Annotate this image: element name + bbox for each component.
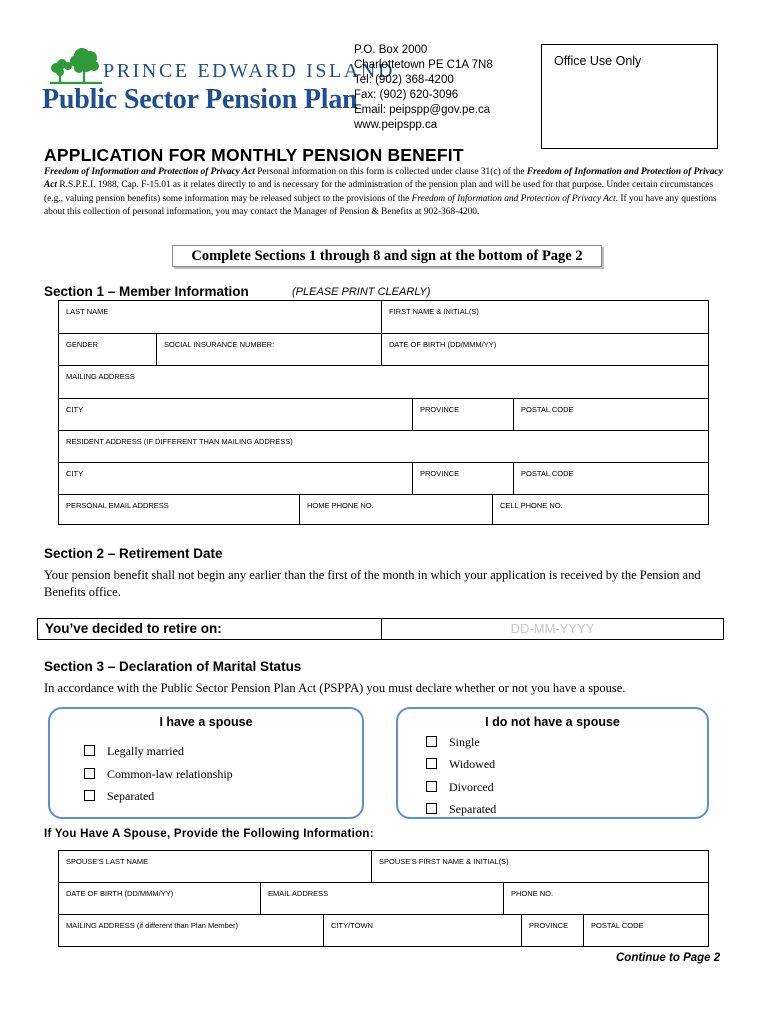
privacy-text-3: . If you have any questions about this collection of personal information, you may contact the Manager of Pension & Benefits at 902-368-4200.	[44, 193, 717, 217]
field-label: HOME PHONE NO.	[307, 501, 374, 510]
field-label: CITY	[66, 405, 84, 414]
option-separated[interactable]	[84, 789, 154, 804]
field-label: POSTAL CODE	[591, 921, 644, 930]
province-field[interactable]	[413, 399, 514, 431]
sin-field[interactable]	[157, 334, 382, 366]
field-label: PROVINCE	[420, 469, 460, 478]
retire-label: You’ve decided to retire on:	[45, 621, 222, 636]
field-label: PERSONAL EMAIL ADDRESS	[66, 501, 169, 510]
section1-note: (PLEASE PRINT CLEARLY)	[292, 286, 431, 298]
option-legally-married[interactable]	[84, 744, 184, 759]
contact-line: P.O. Box 2000	[354, 44, 428, 56]
section3-text: In accordance with the Public Sector Pension Plan Act (PSPPA) you must declare whether or not you have a spouse.	[44, 681, 626, 695]
spouse-city-field[interactable]	[324, 915, 522, 947]
field-label: DATE OF BIRTH (DD/MMM/YY)	[389, 340, 497, 349]
field-label: SOCIAL INSURANCE NUMBER:	[164, 340, 275, 349]
gender-field[interactable]	[59, 334, 157, 366]
field-label: PROVINCE	[529, 921, 569, 930]
field-label: RESIDENT ADDRESS (IF DIFFERENT THAN MAILING ADDRESS)	[66, 437, 293, 446]
field-label: FIRST NAME & INITIAL(S)	[389, 307, 479, 316]
option-label: Single	[449, 735, 480, 749]
logo-line-2: Public Sector Pension Plan	[42, 84, 358, 115]
first-name-field[interactable]	[382, 301, 709, 334]
office-use-label: Office Use Only	[554, 54, 642, 68]
spouse-info-heading: If You Have A Spouse, Provide the Following Information:	[44, 828, 374, 840]
field-label: SPOUSE'S LAST NAME	[66, 857, 149, 866]
logo-line-1: PRINCE EDWARD ISLAND	[103, 60, 395, 82]
mailing-address-field[interactable]	[59, 366, 709, 399]
field-label: CITY/TOWN	[331, 921, 373, 930]
option-widowed[interactable]	[426, 757, 495, 772]
no-spouse-box	[396, 707, 709, 819]
field-label: DATE OF BIRTH (DD/MMM/YY)	[66, 889, 174, 898]
checkbox[interactable]	[426, 803, 437, 814]
field-label: SPOUSE'S FIRST NAME & INITIAL(S)	[379, 857, 509, 866]
checkbox[interactable]	[426, 758, 437, 769]
dob-field[interactable]	[382, 334, 709, 366]
retirement-date-row	[37, 618, 724, 640]
contact-line: www.peipspp.ca	[354, 119, 438, 131]
option-label: Separated	[449, 802, 497, 816]
field-label: MAILING ADDRESS	[66, 372, 135, 381]
member-info-table	[58, 300, 709, 525]
section1-heading: Section 1 – Member Information	[44, 284, 249, 299]
spouse-phone-field[interactable]	[504, 883, 709, 915]
checkbox[interactable]	[84, 768, 95, 779]
no-spouse-title: I do not have a spouse	[485, 715, 620, 729]
option-common-law[interactable]	[84, 767, 233, 782]
field-label: EMAIL ADDRESS	[268, 889, 329, 898]
field-label: PROVINCE	[420, 405, 460, 414]
checkbox[interactable]	[84, 790, 95, 801]
privacy-text-1: Personal information on this form is collected under clause 31(c) of the	[254, 167, 527, 177]
have-spouse-title: I have a spouse	[159, 715, 253, 729]
tree-logo-icon	[44, 46, 104, 86]
option-separated-single[interactable]	[426, 802, 496, 817]
last-name-field[interactable]	[59, 301, 382, 334]
resident-address-field[interactable]	[59, 431, 709, 463]
spouse-first-name-field[interactable]	[372, 851, 709, 883]
spouse-email-field[interactable]	[261, 883, 504, 915]
contact-line: Fax: (902) 620-3096	[354, 89, 459, 101]
instructions-banner: Complete Sections 1 through 8 and sign at the bottom of Page 2	[172, 245, 602, 267]
resident-province-field[interactable]	[413, 463, 514, 495]
have-spouse-box	[48, 707, 364, 819]
spouse-province-field[interactable]	[522, 915, 584, 947]
field-label: POSTAL CODE	[521, 405, 574, 414]
privacy-act-name: Freedom of Information and Protection of Privacy Act	[44, 167, 255, 177]
office-use-box	[541, 44, 718, 149]
spouse-last-name-field[interactable]	[59, 851, 372, 883]
privacy-text-2: R.S.P.E.I. 1988, Cap. F-15.01 as it relates directly to and is necessary for the administration of the pension plan and will be used for that purpose. Under certain circumstances (e.g., valuing pension benefits) some information may be released subject to the provisions of the	[44, 180, 714, 204]
page-title: APPLICATION FOR MONTHLY PENSION BENEFIT	[44, 145, 464, 165]
field-label: PHONE NO.	[511, 889, 554, 898]
contact-block	[354, 43, 493, 133]
contact-line: Email: peipspp@gov.pe.ca	[354, 104, 491, 116]
postal-code-field[interactable]	[514, 399, 709, 431]
option-label: Separated	[107, 789, 155, 803]
resident-city-field[interactable]	[59, 463, 413, 495]
checkbox[interactable]	[426, 781, 437, 792]
section3-heading: Section 3 – Declaration of Marital Status	[44, 659, 302, 674]
field-label: CELL PHONE NO.	[500, 501, 563, 510]
spouse-mailing-field[interactable]	[59, 915, 324, 947]
spouse-info-table	[58, 850, 709, 947]
field-label: CITY	[66, 469, 84, 478]
option-label: Legally married	[107, 744, 184, 758]
section2-heading: Section 2 – Retirement Date	[44, 546, 223, 561]
option-divorced[interactable]	[426, 780, 494, 795]
spouse-dob-field[interactable]	[59, 883, 261, 915]
privacy-act-name-3: Freedom of Information and Protection of Privacy Act	[411, 193, 616, 204]
option-label: Divorced	[449, 780, 494, 794]
option-label: Common-law relationship	[107, 767, 233, 781]
home-phone-field[interactable]	[300, 495, 493, 525]
personal-email-field[interactable]	[59, 495, 300, 525]
option-label: Widowed	[449, 757, 496, 771]
field-label: MAILING ADDRESS (if different than Plan Member)	[66, 921, 239, 930]
privacy-notice	[44, 166, 724, 219]
contact-line: Charlottetown PE C1A 7N8	[354, 59, 493, 71]
checkbox[interactable]	[84, 745, 95, 756]
section2-text: Your pension benefit shall not begin any earlier than the first of the month in which your application is received by the Pension and Benefits office.	[44, 568, 701, 599]
field-label: POSTAL CODE	[521, 469, 574, 478]
resident-postal-code-field[interactable]	[514, 463, 709, 495]
privacy-act-name-2: Freedom of Information and Protection of Privacy Act	[44, 167, 723, 191]
field-label: GENDER	[66, 340, 99, 349]
continue-note: Continue to Page 2	[616, 952, 721, 964]
city-field[interactable]	[59, 399, 413, 431]
field-label: LAST NAME	[66, 307, 109, 316]
retirement-date-input[interactable]: DD-MM-YYYY	[510, 621, 595, 636]
option-single[interactable]	[426, 735, 480, 750]
cell-phone-field[interactable]	[493, 495, 709, 525]
contact-line: Tel: (902) 368-4200	[354, 74, 454, 86]
checkbox[interactable]	[426, 736, 437, 747]
spouse-postal-field[interactable]	[584, 915, 709, 947]
